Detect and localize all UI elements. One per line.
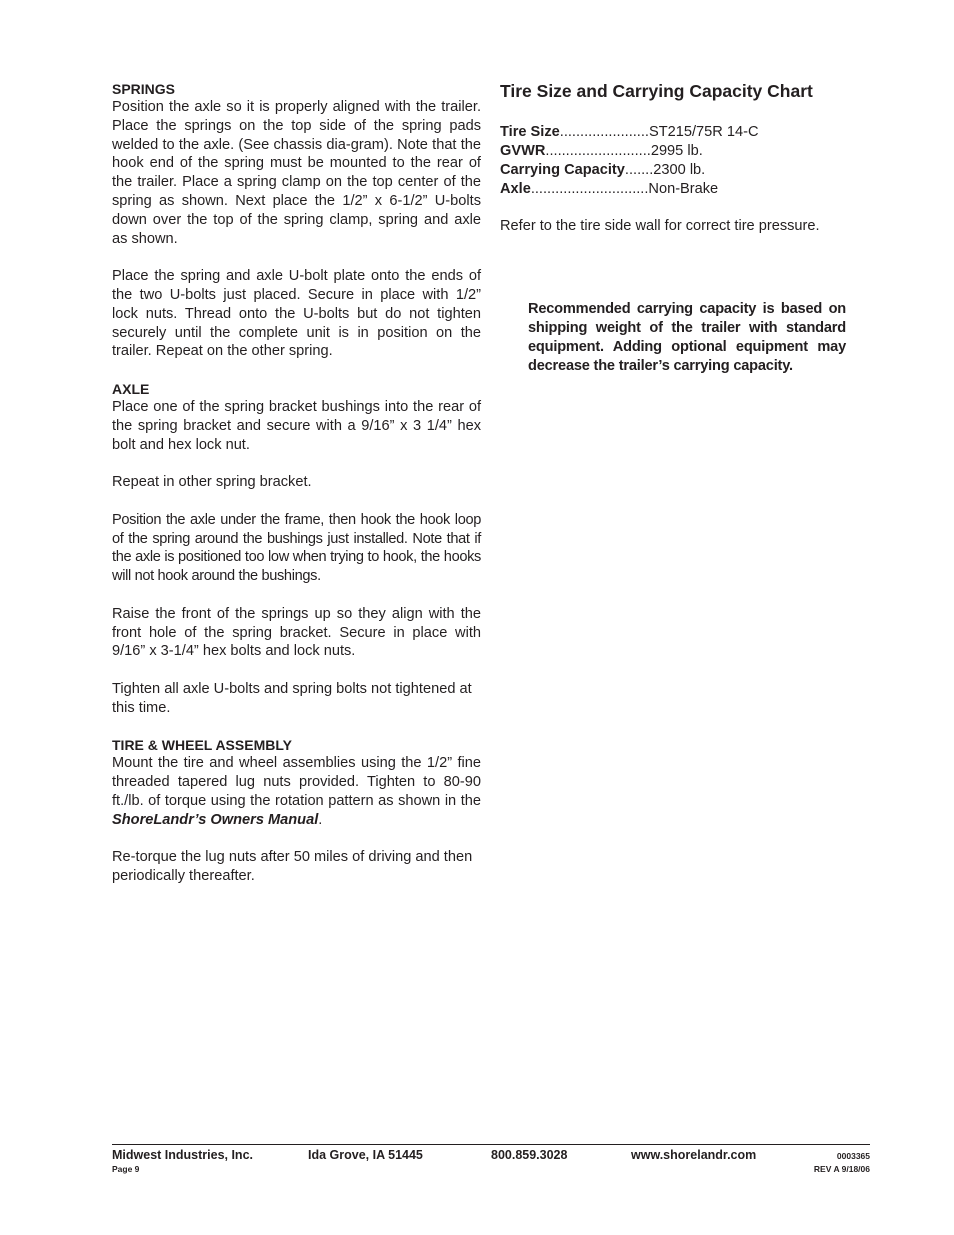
axle-paragraph-4: Raise the front of the springs up so they align with the front hole of the spring bracket. Secure in place with 9/16” x 3-1/4” hex bolts and lock nuts.	[112, 605, 481, 660]
spec-value: 2995 lb.	[650, 143, 703, 159]
axle-paragraph-2: Repeat in other spring bracket.	[112, 474, 312, 491]
axle-paragraph-3: Position the axle under the frame, then hook the hook loop of the spring around the bushings just installed. Note that if the axle is positioned too low when trying to hook, the hooks will not hook around the bushings.	[112, 511, 481, 585]
carrying-capacity-note: Recommended carrying capacity is based on shipping weight of the trailer with standard equipment. Adding optional equipment may decrease the trailer’s carrying capacity.	[528, 301, 846, 374]
spec-value: 2300 lb.	[653, 162, 706, 178]
footer-company: Midwest Industries, Inc.	[112, 1148, 253, 1162]
axle-paragraph-5: Tighten all axle U-bolts and spring bolts not tightened at this time.	[112, 680, 472, 716]
springs-heading: SPRINGS	[112, 81, 176, 97]
springs-paragraph-2: Place the spring and axle U-bolt plate onto the ends of the two U-bolts just placed. Secure in place with 1/2” lock nuts. Thread onto the U-bolts but do not tighten securely until the complete unit is in position on the trailer. Repeat on the other spring.	[112, 268, 481, 360]
owners-manual-reference: ShoreLandr’s Owners Manual	[112, 811, 319, 828]
tire-paragraph-1	[112, 754, 481, 829]
tire-wheel-heading: TIRE & WHEEL ASSEMBLY	[112, 737, 292, 754]
spec-leader: ......................	[559, 124, 649, 140]
spec-row-carrying-capacity	[500, 161, 845, 180]
footer-city: Ida Grove, IA 51445	[308, 1148, 423, 1162]
springs-paragraph-1: Position the axle so it is properly aligned with the trailer. Place the springs on the top side of the spring pads welded to the axle. (See chassis dia-gram). Note that the hook end of the spring must be mounted to the rear of the trailer. Place a spring clamp on the top center of the spring as shown. Next place the 1/2” x 6-1/2” U-bolts down over the top of the spring clamp, spring and axle as shown.	[112, 99, 481, 247]
spec-label: GVWR	[500, 143, 546, 159]
footer-page-number: Page 9	[112, 1164, 140, 1174]
axle-heading: AXLE	[112, 380, 150, 397]
spec-label: Carrying Capacity	[500, 162, 625, 178]
chart-title: Tire Size and Carrying Capacity Chart	[500, 81, 813, 101]
tire-paragraph-2: Re-torque the lug nuts after 50 miles of driving and then periodically thereafter.	[112, 849, 473, 885]
spec-label: Axle	[500, 181, 531, 197]
spec-value: ST215/75R 14-C	[648, 124, 759, 140]
spec-value: Non-Brake	[648, 181, 719, 197]
tire-paragraph-1-text: Mount the tire and wheel assemblies using the 1/2” fine threaded tapered lug nuts provided. Tighten to 80-90 ft./lb. of torque using the rotation pattern as shown in the	[112, 755, 481, 809]
spec-leader: .......	[624, 162, 654, 178]
axle-paragraph-1: Place one of the spring bracket bushings into the rear of the spring bracket and secure with a 9/16” x 3 1/4” hex bolt and hex lock nut.	[112, 398, 481, 453]
spec-label: Tire Size	[500, 124, 560, 140]
spec-row-gvwr	[500, 142, 845, 161]
tire-pressure-note: Refer to the tire side wall for correct tire pressure.	[500, 218, 820, 234]
footer-revision: REV A 9/18/06	[813, 1164, 870, 1174]
spec-leader: .............................	[530, 181, 649, 197]
footer-website: www.shorelandr.com	[631, 1148, 757, 1162]
right-column	[500, 80, 845, 236]
footer-document-number: 0003365	[836, 1151, 870, 1161]
footer-divider	[112, 1144, 870, 1145]
spec-row-axle	[500, 180, 845, 199]
tire-paragraph-1-end: .	[318, 811, 323, 828]
left-column	[112, 80, 481, 905]
footer-phone: 800.859.3028	[491, 1148, 568, 1162]
spec-leader: ..........................	[545, 143, 651, 159]
spec-row-tire-size	[500, 123, 845, 142]
